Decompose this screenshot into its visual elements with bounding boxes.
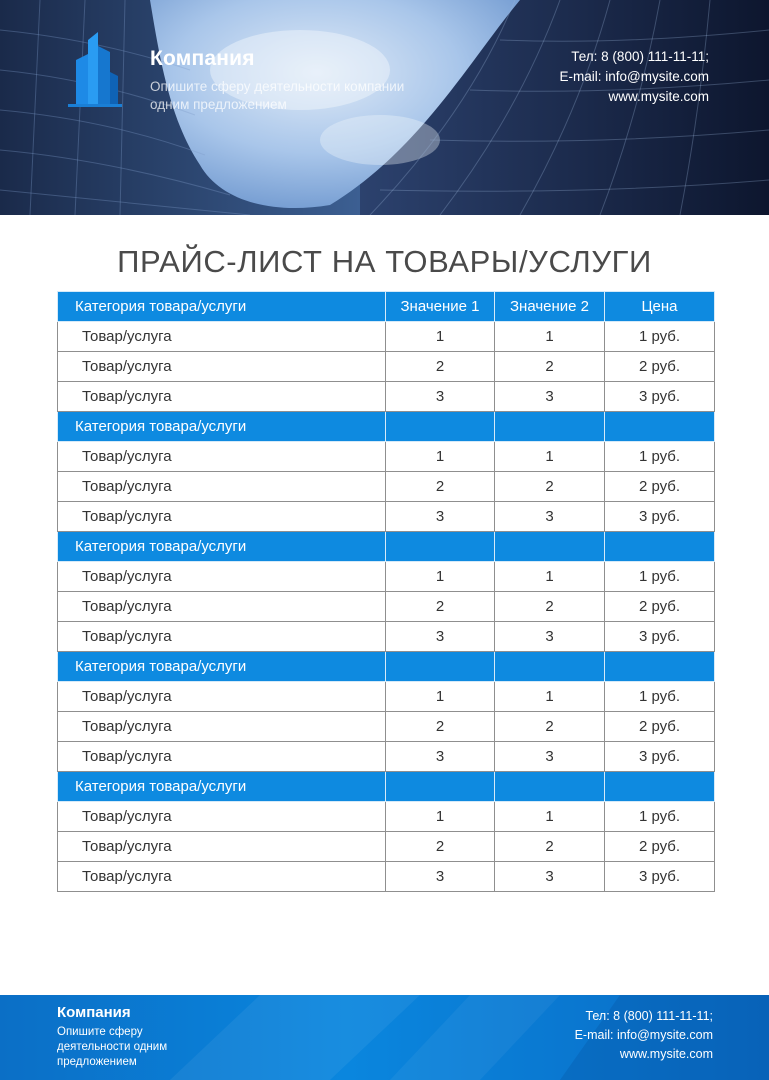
item-price: 3 руб. (605, 502, 715, 532)
table-body (58, 322, 715, 892)
item-value-1: 3 (386, 382, 495, 412)
item-value-2: 2 (495, 472, 605, 502)
footer-phone: Тел: 8 (800) 111-11-11; (585, 1009, 713, 1023)
item-value-1: 1 (386, 802, 495, 832)
item-name: Товар/услуга (58, 622, 386, 652)
item-value-2: 1 (495, 682, 605, 712)
table-row (58, 862, 715, 892)
item-price: 2 руб. (605, 352, 715, 382)
category-name: Категория товара/услуги (58, 412, 386, 442)
page-title: ПРАЙС-ЛИСТ НА ТОВАРЫ/УСЛУГИ (117, 244, 652, 279)
item-value-1: 3 (386, 862, 495, 892)
item-value-2: 3 (495, 622, 605, 652)
table-header-row (58, 292, 715, 322)
footer-company-description: Опишите сферу деятельности одним предложением (57, 1026, 168, 1068)
column-header-value-1: Значение 1 (386, 292, 495, 322)
table-row (58, 562, 715, 592)
item-price: 2 руб. (605, 832, 715, 862)
company-description: Опишите сферу деятельности компании одним предложением (150, 79, 405, 112)
item-price: 2 руб. (605, 712, 715, 742)
item-value-2: 3 (495, 862, 605, 892)
table-row (58, 832, 715, 862)
item-name: Товар/услуга (58, 832, 386, 862)
item-value-1: 2 (386, 712, 495, 742)
category-name: Категория товара/услуги (58, 652, 386, 682)
item-value-1: 1 (386, 442, 495, 472)
table-row (58, 502, 715, 532)
item-value-2: 1 (495, 442, 605, 472)
header-email[interactable]: E-mail: info@mysite.com (559, 69, 709, 84)
column-header-value-2: Значение 2 (495, 292, 605, 322)
table-row (58, 622, 715, 652)
item-value-2: 3 (495, 742, 605, 772)
header-contacts (560, 47, 709, 107)
item-value-1: 1 (386, 562, 495, 592)
table-row (58, 682, 715, 712)
item-name: Товар/услуга (58, 682, 386, 712)
category-row (58, 532, 715, 562)
footer-website[interactable]: www.mysite.com (619, 1047, 713, 1061)
item-price: 2 руб. (605, 472, 715, 502)
category-row (58, 772, 715, 802)
item-value-1: 2 (386, 832, 495, 862)
item-value-2: 1 (495, 322, 605, 352)
item-name: Товар/услуга (58, 352, 386, 382)
category-row (58, 652, 715, 682)
item-name: Товар/услуга (58, 562, 386, 592)
item-price: 1 руб. (605, 322, 715, 352)
footer-company-name: Компания (57, 1004, 131, 1021)
item-price: 1 руб. (605, 682, 715, 712)
column-header-price: Цена (605, 292, 715, 322)
building-logo-icon (68, 32, 122, 108)
header-website[interactable]: www.mysite.com (608, 89, 709, 104)
item-value-1: 3 (386, 742, 495, 772)
category-row (58, 412, 715, 442)
footer-banner (0, 995, 769, 1080)
item-price: 2 руб. (605, 592, 715, 622)
item-name: Товар/услуга (58, 502, 386, 532)
footer-contacts (575, 1007, 713, 1064)
table-row (58, 352, 715, 382)
item-name: Товар/услуга (58, 742, 386, 772)
item-name: Товар/услуга (58, 712, 386, 742)
item-value-2: 3 (495, 382, 605, 412)
column-header-category: Категория товара/услуги (58, 292, 386, 322)
item-price: 1 руб. (605, 442, 715, 472)
item-name: Товар/услуга (58, 592, 386, 622)
item-value-1: 2 (386, 592, 495, 622)
item-name: Товар/услуга (58, 322, 386, 352)
item-value-2: 1 (495, 562, 605, 592)
table-row (58, 322, 715, 352)
item-name: Товар/услуга (58, 442, 386, 472)
price-table (57, 291, 715, 892)
company-name: Компания (150, 47, 255, 70)
item-price: 3 руб. (605, 862, 715, 892)
item-name: Товар/услуга (58, 382, 386, 412)
item-value-2: 1 (495, 802, 605, 832)
item-price: 3 руб. (605, 622, 715, 652)
table-row (58, 592, 715, 622)
item-value-1: 2 (386, 472, 495, 502)
item-name: Товар/услуга (58, 472, 386, 502)
item-value-1: 1 (386, 682, 495, 712)
header-phone: Тел: 8 (800) 111-11-11; (571, 49, 709, 64)
category-name: Категория товара/услуги (58, 532, 386, 562)
item-value-1: 2 (386, 352, 495, 382)
item-value-1: 1 (386, 322, 495, 352)
table-row (58, 442, 715, 472)
table-row (58, 712, 715, 742)
item-value-1: 3 (386, 502, 495, 532)
header-banner (0, 0, 769, 215)
item-name: Товар/услуга (58, 862, 386, 892)
item-value-2: 2 (495, 832, 605, 862)
item-value-2: 2 (495, 592, 605, 622)
item-value-2: 3 (495, 502, 605, 532)
table-row (58, 382, 715, 412)
item-name: Товар/услуга (58, 802, 386, 832)
category-name: Категория товара/услуги (58, 772, 386, 802)
item-price: 1 руб. (605, 802, 715, 832)
item-price: 3 руб. (605, 742, 715, 772)
table-row (58, 742, 715, 772)
item-price: 3 руб. (605, 382, 715, 412)
table-row (58, 802, 715, 832)
item-value-2: 2 (495, 712, 605, 742)
table-row (58, 472, 715, 502)
item-value-2: 2 (495, 352, 605, 382)
footer-email[interactable]: E-mail: info@mysite.com (574, 1028, 713, 1042)
item-price: 1 руб. (605, 562, 715, 592)
item-value-1: 3 (386, 622, 495, 652)
